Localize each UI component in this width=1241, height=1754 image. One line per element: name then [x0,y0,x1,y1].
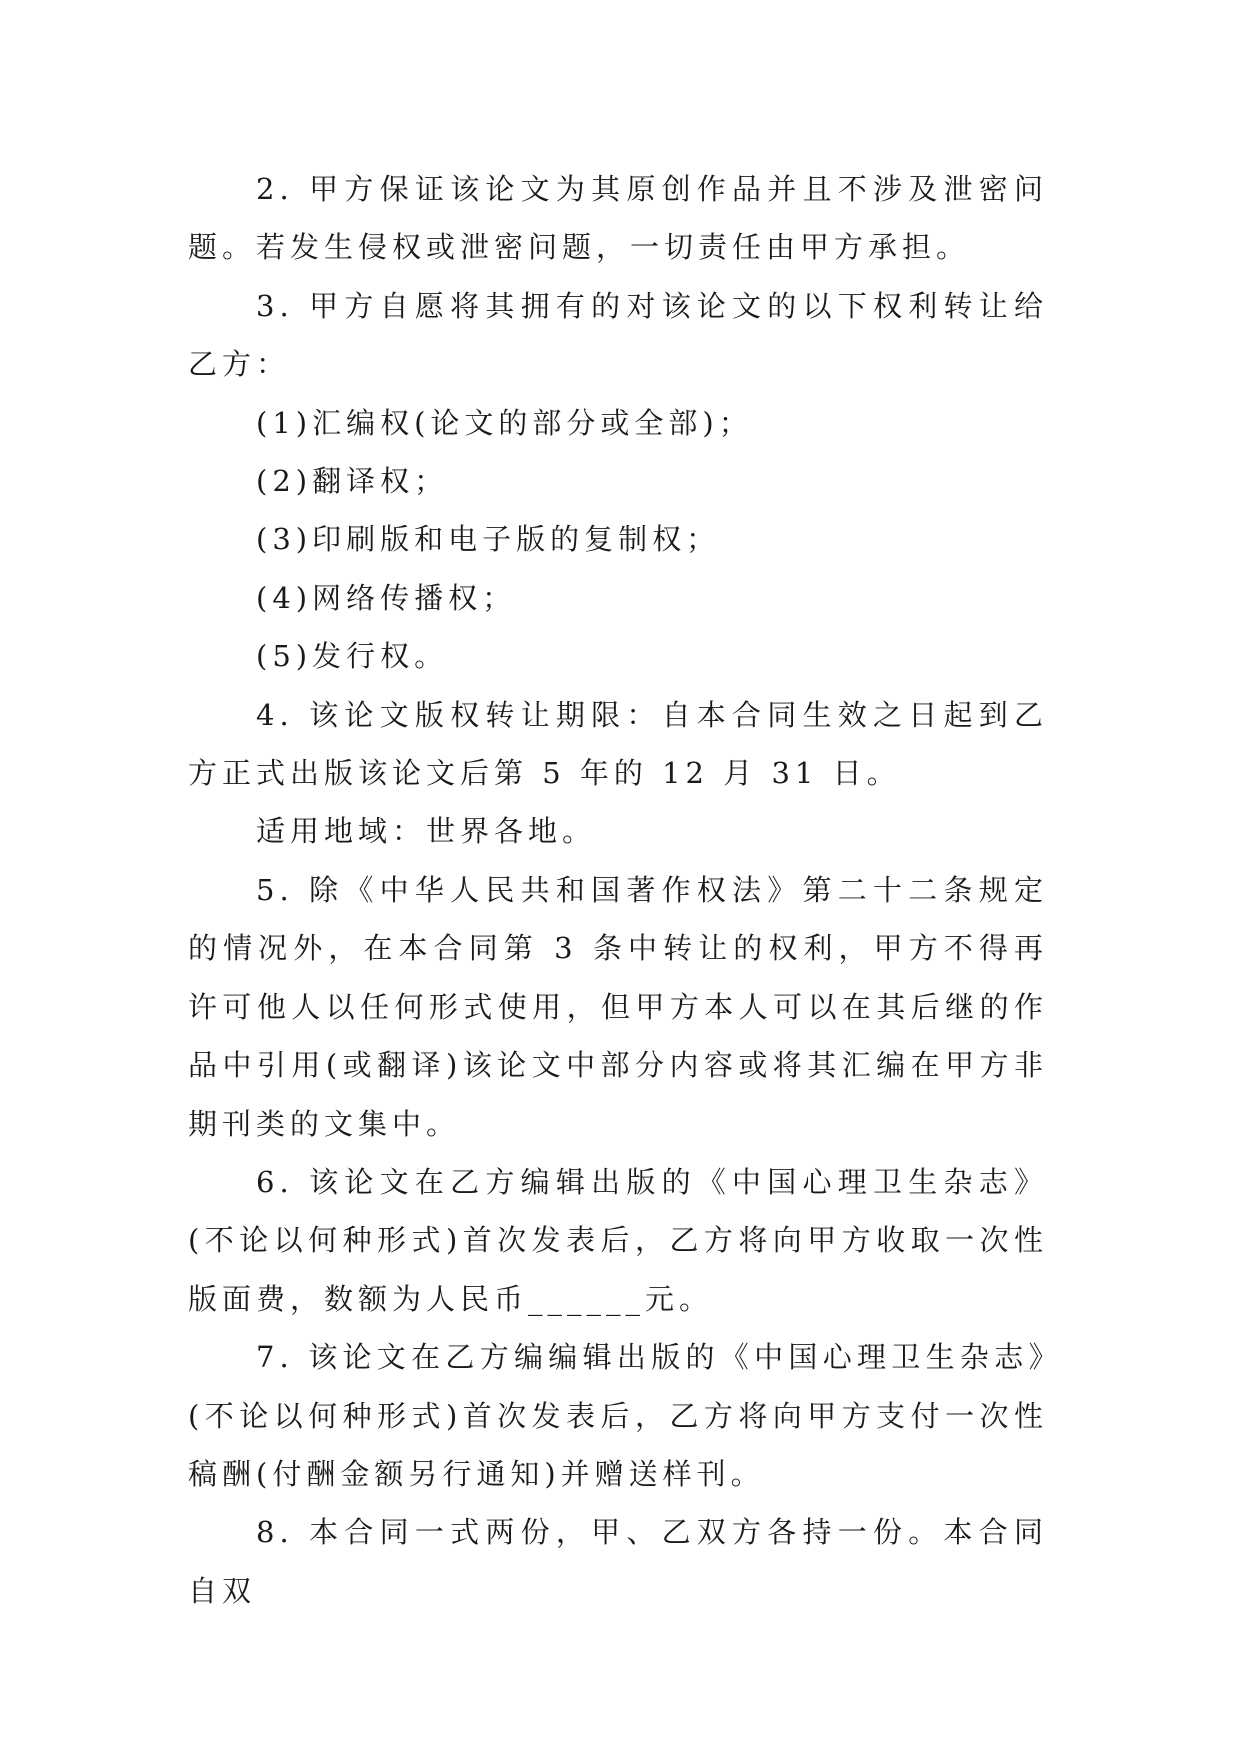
right-item-4: (4)网络传播权； [256,580,517,615]
applicable-region: 适用地域：世界各地。 [256,814,597,849]
right-item-1: (1)汇编权(论文的部分或全部)； [256,405,753,440]
right-item-5: (5)发行权。 [256,639,449,674]
clause-8: 8. 本合同一式两份，甲、乙双方各持一份。本合同自双 [188,1515,1048,1608]
right-item-3: (3)印刷版和电子版的复制权； [256,522,721,557]
clause-2: 2. 甲方保证该论文为其原创作品并且不涉及泄密问题。若发生侵权或泄密问题，一切责任由甲方承担。 [188,172,1048,265]
clause-3: 3. 甲方自愿将其拥有的对该论文的以下权利转让给乙方： [188,288,1048,382]
clause-5: 5. 除《中华人民共和国著作权法》第二十二条规定的情况外，在本合同第 3 条中转让的权利，甲方不得再许可他人以任何形式使用，但甲方本人可以在其后继的作品中引用(或翻译)该论文中部分内容或将其汇编在甲方非期刊类的文集中。 [188,872,1048,1141]
clause-6: 6. 该论文在乙方编辑出版的《中国心理卫生杂志》(不论以何种形式)首次发表后，乙方将向甲方收取一次性版面费，数额为人民币______元。 [188,1164,1048,1316]
clause-7: 7. 该论文在乙方编编辑出版的《中国心理卫生杂志》(不论以何种形式)首次发表后，乙方将向甲方支付一次性稿酬(付酬金额另行通知)并赠送样刊。 [188,1340,1048,1491]
clause-4: 4. 该论文版权转让期限：自本合同生效之日起到乙方正式出版该论文后第 5 年的 12 月 31 日。 [188,697,1048,791]
right-item-2: (2)翻译权； [256,464,449,499]
document-body [188,160,1048,1620]
